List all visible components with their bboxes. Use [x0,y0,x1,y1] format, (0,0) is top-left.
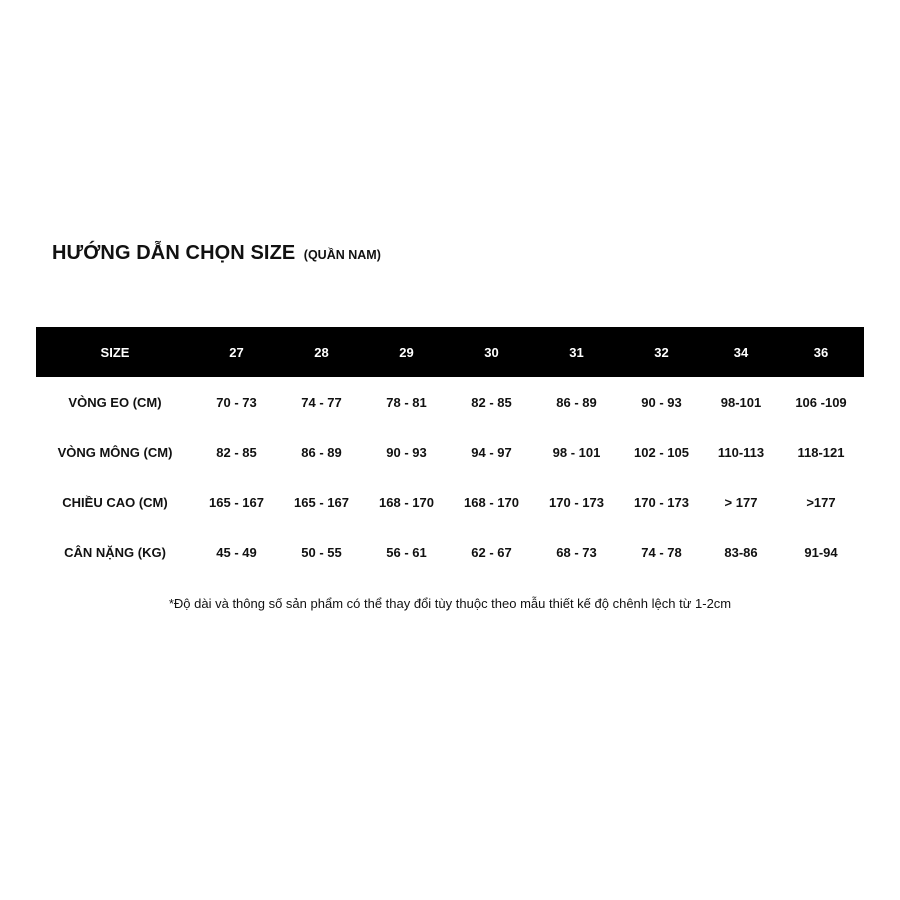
header-cell: 30 [484,344,499,360]
header-cell: 27 [229,344,244,360]
table-cell: 170 - 173 [634,494,689,510]
table-cell: 82 - 85 [216,444,257,460]
table-cell: 98 - 101 [552,444,601,460]
header-cell: 36 [813,344,829,360]
table-cell: 86 - 89 [556,394,597,410]
page-title [52,242,381,265]
table-cell: 62 - 67 [471,544,512,560]
table-row-hip [36,427,864,477]
table-cell: 83-86 [724,544,758,560]
table-cell: 68 - 73 [556,544,597,560]
table-cell: 78 - 81 [386,394,427,410]
row-label: VÒNG MÔNG (CM) [57,444,173,460]
table-cell: 168 - 170 [379,494,434,510]
table-cell: >177 [806,494,836,510]
table-cell: 70 - 73 [216,394,257,410]
table-cell: 86 - 89 [301,444,342,460]
table-cell: 165 - 167 [294,494,349,510]
table-cell: 90 - 93 [386,444,427,460]
table-cell: 90 - 93 [641,394,682,410]
size-chart-table [36,327,864,577]
table-cell: 165 - 167 [209,494,264,510]
table-header-row [36,327,864,377]
header-cell: 32 [654,344,669,360]
row-label: VÒNG EO (CM) [68,394,162,410]
table-cell: 82 - 85 [471,394,512,410]
table-cell: 45 - 49 [216,544,257,560]
table-cell: 118-121 [797,444,845,460]
header-cell-size: SIZE [100,344,130,360]
row-label: CHIỀU CAO (CM) [62,494,168,510]
table-cell: 74 - 78 [641,544,682,560]
table-cell: 94 - 97 [471,444,512,460]
header-cell: 34 [733,344,749,360]
title-main: HƯỚNG DẪN CHỌN SIZE [52,242,296,264]
table-cell: 102 - 105 [634,444,689,460]
table-cell: 106 -109 [795,394,847,410]
header-cell: 31 [569,344,584,360]
table-cell: 50 - 55 [301,544,342,560]
table-cell: 56 - 61 [386,544,427,560]
table-cell: 98-101 [720,394,762,410]
header-cell: 29 [399,344,414,360]
table-cell: 110-113 [717,444,765,460]
table-row-waist [36,377,864,427]
table-row-height [36,477,864,527]
table-cell: 74 - 77 [301,394,342,410]
table-cell: 91-94 [804,544,838,560]
row-label: CÂN NẶNG (KG) [64,544,166,560]
table-cell: 168 - 170 [464,494,519,510]
table-cell: 170 - 173 [549,494,604,510]
header-cell: 28 [314,344,329,360]
title-subtitle: (QUẦN NAM) [303,248,381,262]
table-cell: > 177 [724,494,758,510]
footnote: *Độ dài và thông số sản phẩm có thể thay đổi tùy thuộc theo mẫu thiết kế độ chênh lệch từ 1-2cm [168,596,732,611]
table-row-weight [36,527,864,577]
